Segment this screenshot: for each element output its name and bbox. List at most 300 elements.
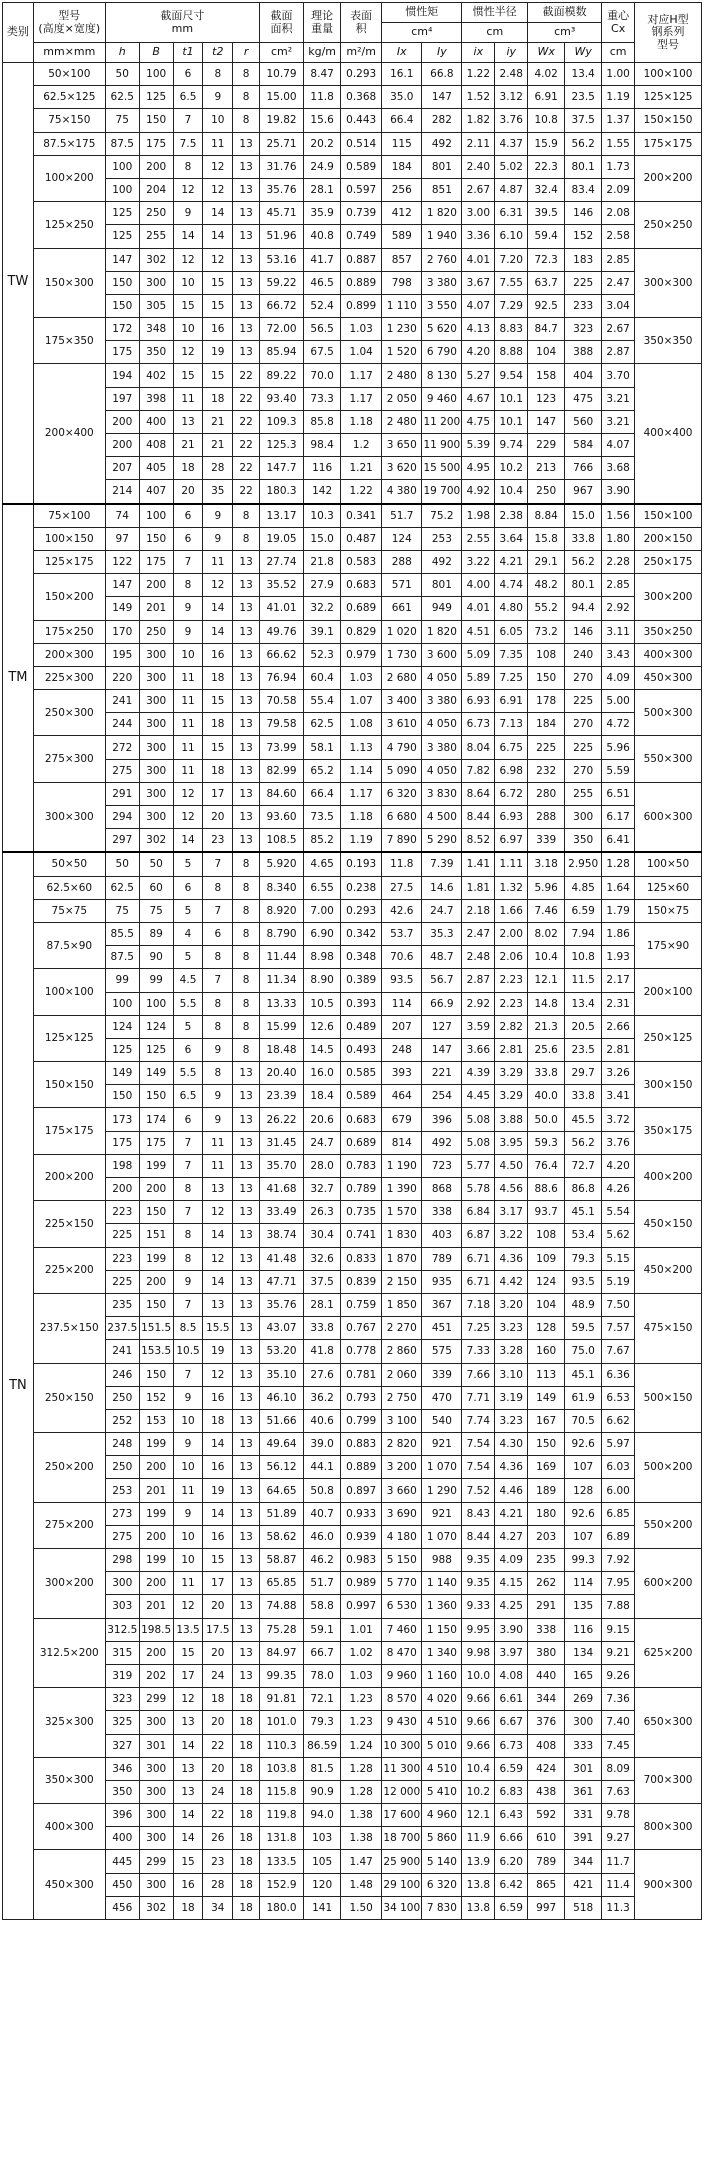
- surface-cell: 1.47: [341, 1850, 382, 1873]
- ix-radius-cell: 9.95: [462, 1618, 495, 1641]
- weight-cell: 94.0: [304, 1804, 341, 1827]
- area-cell: 15.99: [259, 1015, 303, 1038]
- wy-cell: 270: [565, 759, 602, 782]
- r-cell: 18: [233, 1827, 260, 1850]
- h-cell: 195: [105, 643, 139, 666]
- table-row: [3, 829, 702, 853]
- surface-cell: 0.739: [341, 202, 382, 225]
- centroid-cell: 2.92: [602, 597, 635, 620]
- ix-moment-cell: 798: [382, 271, 422, 294]
- area-cell: 31.45: [259, 1131, 303, 1154]
- model-cell: 275×200: [33, 1502, 105, 1548]
- header-centroid: 重心 Cx: [602, 3, 635, 43]
- t2-cell: 14: [203, 1224, 233, 1247]
- surface-cell: 0.897: [341, 1479, 382, 1502]
- header-ix-moment: Ix: [382, 43, 422, 63]
- t1-cell: 6.5: [173, 86, 203, 109]
- wy-cell: 80.1: [565, 574, 602, 597]
- ix-moment-cell: 464: [382, 1085, 422, 1108]
- table-row: [3, 1085, 702, 1108]
- wy-cell: 79.3: [565, 1247, 602, 1270]
- h-series-cell: 400×200: [635, 1154, 702, 1200]
- h-series-cell: 150×150: [635, 109, 702, 132]
- table-row: [3, 178, 702, 201]
- area-cell: 131.8: [259, 1827, 303, 1850]
- r-cell: 8: [233, 992, 260, 1015]
- iy-moment-cell: 221: [422, 1062, 462, 1085]
- surface-cell: 0.443: [341, 109, 382, 132]
- area-cell: 19.05: [259, 527, 303, 550]
- surface-cell: 0.989: [341, 1572, 382, 1595]
- b-cell: 150: [139, 527, 173, 550]
- area-cell: 147.7: [259, 457, 303, 480]
- t1-cell: 6: [173, 527, 203, 550]
- t1-cell: 10: [173, 643, 203, 666]
- centroid-cell: 1.19: [602, 86, 635, 109]
- h-cell: 147: [105, 574, 139, 597]
- b-cell: 124: [139, 1015, 173, 1038]
- h-cell: 62.5: [105, 86, 139, 109]
- ix-moment-cell: 3 400: [382, 690, 422, 713]
- ix-radius-cell: 10.2: [462, 1780, 495, 1803]
- iy-moment-cell: 6 320: [422, 1873, 462, 1896]
- weight-cell: 35.9: [304, 202, 341, 225]
- weight-cell: 141: [304, 1896, 341, 1919]
- h-cell: 149: [105, 1062, 139, 1085]
- iy-moment-cell: 5 620: [422, 318, 462, 341]
- t2-cell: 12: [203, 1247, 233, 1270]
- wx-cell: 50.0: [528, 1108, 565, 1131]
- t2-cell: 9: [203, 504, 233, 528]
- centroid-cell: 11.4: [602, 1873, 635, 1896]
- header-h: h: [105, 43, 139, 63]
- h-cell: 175: [105, 1131, 139, 1154]
- surface-cell: 0.883: [341, 1433, 382, 1456]
- t1-cell: 5.5: [173, 992, 203, 1015]
- surface-cell: 1.17: [341, 387, 382, 410]
- b-cell: 200: [139, 1525, 173, 1548]
- table-row: [3, 527, 702, 550]
- iy-radius-cell: 6.61: [495, 1688, 528, 1711]
- ix-radius-cell: 5.39: [462, 434, 495, 457]
- area-cell: 5.920: [259, 852, 303, 876]
- t1-cell: 11: [173, 1479, 203, 1502]
- surface-cell: 0.799: [341, 1409, 382, 1432]
- t2-cell: 16: [203, 643, 233, 666]
- table-row: [3, 1641, 702, 1664]
- area-cell: 119.8: [259, 1804, 303, 1827]
- b-cell: 250: [139, 202, 173, 225]
- iy-moment-cell: 4 510: [422, 1757, 462, 1780]
- h-cell: 100: [105, 992, 139, 1015]
- centroid-cell: 2.67: [602, 318, 635, 341]
- t2-cell: 20: [203, 1595, 233, 1618]
- iy-moment-cell: 4 510: [422, 1711, 462, 1734]
- ix-radius-cell: 9.98: [462, 1641, 495, 1664]
- table-row: [3, 1595, 702, 1618]
- h-cell: 124: [105, 1015, 139, 1038]
- ix-moment-cell: 2 680: [382, 666, 422, 689]
- iy-moment-cell: 4 050: [422, 666, 462, 689]
- wx-cell: 424: [528, 1757, 565, 1780]
- wx-cell: 235: [528, 1549, 565, 1572]
- t2-cell: 15: [203, 271, 233, 294]
- ix-radius-cell: 3.36: [462, 225, 495, 248]
- surface-cell: 1.28: [341, 1780, 382, 1803]
- iy-radius-cell: 8.88: [495, 341, 528, 364]
- centroid-cell: 2.28: [602, 550, 635, 573]
- iy-radius-cell: 3.88: [495, 1108, 528, 1131]
- ix-moment-cell: 7 460: [382, 1618, 422, 1641]
- h-series-cell: 450×200: [635, 1247, 702, 1293]
- ix-moment-cell: 34 100: [382, 1896, 422, 1919]
- ix-moment-cell: 114: [382, 992, 422, 1015]
- t2-cell: 20: [203, 1641, 233, 1664]
- r-cell: 13: [233, 1270, 260, 1293]
- wy-cell: 80.1: [565, 155, 602, 178]
- iy-radius-cell: 3.76: [495, 109, 528, 132]
- area-cell: 35.70: [259, 1154, 303, 1177]
- b-cell: 201: [139, 597, 173, 620]
- b-cell: 125: [139, 1038, 173, 1061]
- iy-radius-cell: 3.22: [495, 1224, 528, 1247]
- area-cell: 18.48: [259, 1038, 303, 1061]
- table-row: [3, 504, 702, 528]
- area-cell: 11.34: [259, 969, 303, 992]
- r-cell: 13: [233, 1386, 260, 1409]
- wy-cell: 475: [565, 387, 602, 410]
- h-cell: 220: [105, 666, 139, 689]
- centroid-cell: 1.55: [602, 132, 635, 155]
- ix-radius-cell: 2.48: [462, 946, 495, 969]
- area-cell: 73.99: [259, 736, 303, 759]
- centroid-cell: 9.26: [602, 1664, 635, 1687]
- h-cell: 225: [105, 1224, 139, 1247]
- r-cell: 13: [233, 759, 260, 782]
- b-cell: 200: [139, 155, 173, 178]
- t1-cell: 13: [173, 410, 203, 433]
- wy-cell: 2.950: [565, 852, 602, 876]
- t1-cell: 7: [173, 1154, 203, 1177]
- t2-cell: 18: [203, 1688, 233, 1711]
- iy-moment-cell: 492: [422, 1131, 462, 1154]
- area-cell: 91.81: [259, 1688, 303, 1711]
- iy-moment-cell: 7.39: [422, 852, 462, 876]
- area-cell: 58.62: [259, 1525, 303, 1548]
- wx-cell: 438: [528, 1780, 565, 1803]
- ix-moment-cell: 66.4: [382, 109, 422, 132]
- iy-radius-cell: 5.02: [495, 155, 528, 178]
- h-cell: 272: [105, 736, 139, 759]
- t1-cell: 14: [173, 1734, 203, 1757]
- header-weight-unit: kg/m: [304, 43, 341, 63]
- iy-moment-cell: 801: [422, 155, 462, 178]
- r-cell: 22: [233, 410, 260, 433]
- r-cell: 18: [233, 1711, 260, 1734]
- wx-cell: 158: [528, 364, 565, 387]
- r-cell: 13: [233, 1618, 260, 1641]
- iy-radius-cell: 2.82: [495, 1015, 528, 1038]
- b-cell: 149: [139, 1062, 173, 1085]
- weight-cell: 20.2: [304, 132, 341, 155]
- wx-cell: 63.7: [528, 271, 565, 294]
- ix-radius-cell: 1.98: [462, 504, 495, 528]
- t2-cell: 11: [203, 1154, 233, 1177]
- ix-moment-cell: 2 480: [382, 364, 422, 387]
- header-model-unit: mm×mm: [33, 43, 105, 63]
- model-cell: 450×300: [33, 1850, 105, 1920]
- r-cell: 13: [233, 1178, 260, 1201]
- h-cell: 456: [105, 1896, 139, 1919]
- surface-cell: 1.08: [341, 713, 382, 736]
- wy-cell: 86.8: [565, 1178, 602, 1201]
- t2-cell: 15: [203, 736, 233, 759]
- wy-cell: 146: [565, 620, 602, 643]
- category-cell: TN: [3, 852, 34, 1919]
- surface-cell: 0.829: [341, 620, 382, 643]
- ix-radius-cell: 4.20: [462, 341, 495, 364]
- wy-cell: 37.5: [565, 109, 602, 132]
- ix-radius-cell: 4.95: [462, 457, 495, 480]
- iy-radius-cell: 7.35: [495, 643, 528, 666]
- iy-radius-cell: 6.59: [495, 1757, 528, 1780]
- t2-cell: 8: [203, 1062, 233, 1085]
- r-cell: 13: [233, 1525, 260, 1548]
- t1-cell: 7: [173, 1363, 203, 1386]
- ix-radius-cell: 9.66: [462, 1711, 495, 1734]
- ix-moment-cell: 16.1: [382, 63, 422, 86]
- surface-cell: 1.50: [341, 1896, 382, 1919]
- r-cell: 13: [233, 248, 260, 271]
- b-cell: 300: [139, 759, 173, 782]
- iy-moment-cell: 470: [422, 1386, 462, 1409]
- ix-moment-cell: 6 530: [382, 1595, 422, 1618]
- model-cell: 200×400: [33, 364, 105, 504]
- iy-moment-cell: 5 410: [422, 1780, 462, 1803]
- area-cell: 82.99: [259, 759, 303, 782]
- t-section-steel-table: [2, 2, 702, 1920]
- wx-cell: 262: [528, 1572, 565, 1595]
- b-cell: 125: [139, 86, 173, 109]
- model-cell: 75×150: [33, 109, 105, 132]
- weight-cell: 85.8: [304, 410, 341, 433]
- r-cell: 8: [233, 946, 260, 969]
- wx-cell: 167: [528, 1409, 565, 1432]
- wy-cell: 56.2: [565, 132, 602, 155]
- h-series-cell: 625×200: [635, 1618, 702, 1688]
- t1-cell: 15: [173, 294, 203, 317]
- ix-radius-cell: 7.66: [462, 1363, 495, 1386]
- b-cell: 201: [139, 1479, 173, 1502]
- centroid-cell: 3.76: [602, 1131, 635, 1154]
- t1-cell: 14: [173, 1804, 203, 1827]
- iy-radius-cell: 3.97: [495, 1641, 528, 1664]
- t1-cell: 8.5: [173, 1317, 203, 1340]
- weight-cell: 79.3: [304, 1711, 341, 1734]
- t1-cell: 11: [173, 1572, 203, 1595]
- iy-radius-cell: 6.59: [495, 1896, 528, 1919]
- b-cell: 153: [139, 1409, 173, 1432]
- ix-moment-cell: 184: [382, 155, 422, 178]
- ix-radius-cell: 8.52: [462, 829, 495, 853]
- ix-radius-cell: 4.67: [462, 387, 495, 410]
- weight-cell: 6.55: [304, 876, 341, 899]
- surface-cell: 1.02: [341, 1641, 382, 1664]
- iy-radius-cell: 10.4: [495, 480, 528, 504]
- h-series-cell: 600×200: [635, 1549, 702, 1619]
- surface-cell: 0.489: [341, 1015, 382, 1038]
- wy-cell: 13.4: [565, 992, 602, 1015]
- centroid-cell: 8.09: [602, 1757, 635, 1780]
- centroid-cell: 5.59: [602, 759, 635, 782]
- b-cell: 299: [139, 1688, 173, 1711]
- header-iy-moment: Iy: [422, 43, 462, 63]
- ix-radius-cell: 8.44: [462, 1525, 495, 1548]
- surface-cell: 0.293: [341, 63, 382, 86]
- ix-moment-cell: 2 820: [382, 1433, 422, 1456]
- ix-moment-cell: 1 190: [382, 1154, 422, 1177]
- t1-cell: 14: [173, 829, 203, 853]
- ix-radius-cell: 7.52: [462, 1479, 495, 1502]
- b-cell: 100: [139, 63, 173, 86]
- ix-moment-cell: 256: [382, 178, 422, 201]
- t1-cell: 10: [173, 1549, 203, 1572]
- wy-cell: 59.5: [565, 1317, 602, 1340]
- iy-moment-cell: 4 050: [422, 713, 462, 736]
- wx-cell: 291: [528, 1595, 565, 1618]
- t2-cell: 26: [203, 1827, 233, 1850]
- wx-cell: 380: [528, 1641, 565, 1664]
- table-row: [3, 155, 702, 178]
- model-cell: 200×200: [33, 1154, 105, 1200]
- ix-radius-cell: 5.08: [462, 1108, 495, 1131]
- wy-cell: 6.59: [565, 899, 602, 922]
- weight-cell: 8.90: [304, 969, 341, 992]
- centroid-cell: 2.81: [602, 1038, 635, 1061]
- wy-cell: 56.2: [565, 550, 602, 573]
- weight-cell: 105: [304, 1850, 341, 1873]
- surface-cell: 1.01: [341, 1618, 382, 1641]
- ix-moment-cell: 2 480: [382, 410, 422, 433]
- iy-radius-cell: 4.37: [495, 132, 528, 155]
- t1-cell: 6: [173, 504, 203, 528]
- table-row: [3, 225, 702, 248]
- iy-radius-cell: 4.74: [495, 574, 528, 597]
- table-body: [3, 63, 702, 1920]
- b-cell: 100: [139, 504, 173, 528]
- ix-moment-cell: 589: [382, 225, 422, 248]
- b-cell: 300: [139, 643, 173, 666]
- centroid-cell: 3.90: [602, 480, 635, 504]
- t2-cell: 7: [203, 899, 233, 922]
- ix-radius-cell: 4.13: [462, 318, 495, 341]
- centroid-cell: 2.08: [602, 202, 635, 225]
- header-t1: t1: [173, 43, 203, 63]
- h-series-cell: 600×300: [635, 782, 702, 852]
- ix-moment-cell: 53.7: [382, 922, 422, 945]
- r-cell: 22: [233, 387, 260, 410]
- iy-radius-cell: 3.12: [495, 86, 528, 109]
- surface-cell: 1.24: [341, 1734, 382, 1757]
- wy-cell: 33.8: [565, 527, 602, 550]
- iy-moment-cell: 396: [422, 1108, 462, 1131]
- wy-cell: 584: [565, 434, 602, 457]
- wy-cell: 23.5: [565, 1038, 602, 1061]
- iy-moment-cell: 935: [422, 1270, 462, 1293]
- weight-cell: 51.7: [304, 1572, 341, 1595]
- ix-radius-cell: 2.18: [462, 899, 495, 922]
- header-surface: 表面 积: [341, 3, 382, 43]
- iy-radius-cell: 4.30: [495, 1433, 528, 1456]
- h-series-cell: 350×350: [635, 318, 702, 364]
- centroid-cell: 5.54: [602, 1201, 635, 1224]
- wx-cell: 48.2: [528, 574, 565, 597]
- ix-radius-cell: 3.67: [462, 271, 495, 294]
- r-cell: 8: [233, 504, 260, 528]
- ix-radius-cell: 9.33: [462, 1595, 495, 1618]
- area-cell: 53.20: [259, 1340, 303, 1363]
- t2-cell: 17.5: [203, 1618, 233, 1641]
- centroid-cell: 1.80: [602, 527, 635, 550]
- wx-cell: 29.1: [528, 550, 565, 573]
- header-inertia-unit: cm⁴: [382, 23, 462, 43]
- wy-cell: 323: [565, 318, 602, 341]
- t2-cell: 22: [203, 1804, 233, 1827]
- t2-cell: 19: [203, 1340, 233, 1363]
- t1-cell: 12: [173, 1688, 203, 1711]
- ix-radius-cell: 5.77: [462, 1154, 495, 1177]
- iy-radius-cell: 7.55: [495, 271, 528, 294]
- header-model: 型号 (高度×宽度): [33, 3, 105, 43]
- centroid-cell: 3.21: [602, 410, 635, 433]
- t2-cell: 34: [203, 1896, 233, 1919]
- wy-cell: 72.7: [565, 1154, 602, 1177]
- h-cell: 319: [105, 1664, 139, 1687]
- area-cell: 46.10: [259, 1386, 303, 1409]
- r-cell: 8: [233, 852, 260, 876]
- h-cell: 294: [105, 806, 139, 829]
- t2-cell: 20: [203, 1757, 233, 1780]
- h-cell: 223: [105, 1247, 139, 1270]
- t2-cell: 15: [203, 294, 233, 317]
- centroid-cell: 5.00: [602, 690, 635, 713]
- h-series-cell: 500×150: [635, 1363, 702, 1433]
- t1-cell: 18: [173, 457, 203, 480]
- surface-cell: 1.38: [341, 1804, 382, 1827]
- r-cell: 8: [233, 1015, 260, 1038]
- h-series-cell: 300×300: [635, 248, 702, 318]
- wx-cell: 33.8: [528, 1062, 565, 1085]
- h-cell: 175: [105, 341, 139, 364]
- table-row: [3, 597, 702, 620]
- weight-cell: 33.8: [304, 1317, 341, 1340]
- r-cell: 13: [233, 1502, 260, 1525]
- t2-cell: 8: [203, 992, 233, 1015]
- wy-cell: 404: [565, 364, 602, 387]
- iy-moment-cell: 3 380: [422, 690, 462, 713]
- surface-cell: 0.348: [341, 946, 382, 969]
- wy-cell: 301: [565, 1757, 602, 1780]
- centroid-cell: 5.97: [602, 1433, 635, 1456]
- h-cell: 298: [105, 1549, 139, 1572]
- wx-cell: 789: [528, 1850, 565, 1873]
- ix-radius-cell: 8.04: [462, 736, 495, 759]
- model-cell: 75×100: [33, 504, 105, 528]
- surface-cell: 1.21: [341, 457, 382, 480]
- wx-cell: 104: [528, 341, 565, 364]
- surface-cell: 0.689: [341, 597, 382, 620]
- weight-cell: 66.7: [304, 1641, 341, 1664]
